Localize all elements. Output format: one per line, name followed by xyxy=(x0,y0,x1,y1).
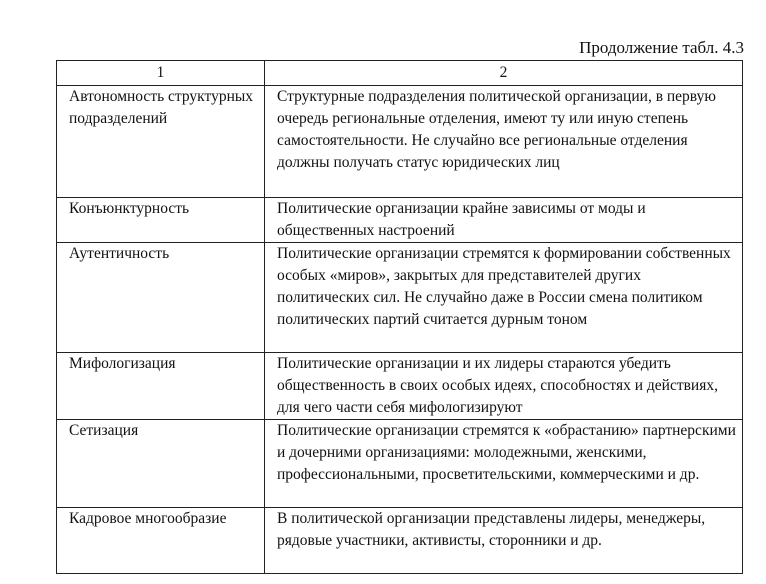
row-description: Структурные подразделения политической организации, в первую очередь региональные отделения, имеют ту или иную степень самостоятельности. Не случайно все региональные отделения должны получать статус юридических лиц xyxy=(265,86,743,198)
table-row xyxy=(57,508,743,574)
table-caption: Продолжение табл. 4.3 xyxy=(579,38,744,57)
row-description: Политические организации и их лидеры стараются убедить общественность в своих особых идеях, способностях и действиях, для чего части себя мифологизируют xyxy=(265,353,743,420)
row-term: Мифологизация xyxy=(57,353,265,420)
table-header-row xyxy=(57,61,743,86)
row-term: Кадровое многообразие xyxy=(57,508,265,574)
column-header-2: 2 xyxy=(265,61,743,86)
table-row xyxy=(57,86,743,198)
continued-table xyxy=(56,60,743,574)
row-term: Аутентичность xyxy=(57,243,265,353)
table-row xyxy=(57,198,743,243)
row-term: Автономность структурных подразделений xyxy=(57,86,265,198)
column-header-1: 1 xyxy=(57,61,265,86)
row-description: Политические организации крайне зависимы от моды и общественных настроений xyxy=(265,198,743,243)
table-row xyxy=(57,420,743,508)
row-description: В политической организации представлены лидеры, менеджеры, рядовые участники, активисты, сторонники и др. xyxy=(265,508,743,574)
row-description: Политические организации стремятся к «обрастанию» партнерскими и дочерними организациями: молодежными, женскими, профессиональными, просветительскими, коммерческими и др. xyxy=(265,420,743,508)
row-term: Сетизация xyxy=(57,420,265,508)
table-row xyxy=(57,353,743,420)
row-description: Политические организации стремятся к формировании собственных особых «миров», закрытых для представителей других политических сил. Не случайно даже в России смена политиком политических партий считается дурным тоном xyxy=(265,243,743,353)
table-row xyxy=(57,243,743,353)
row-term: Конъюнктурность xyxy=(57,198,265,243)
